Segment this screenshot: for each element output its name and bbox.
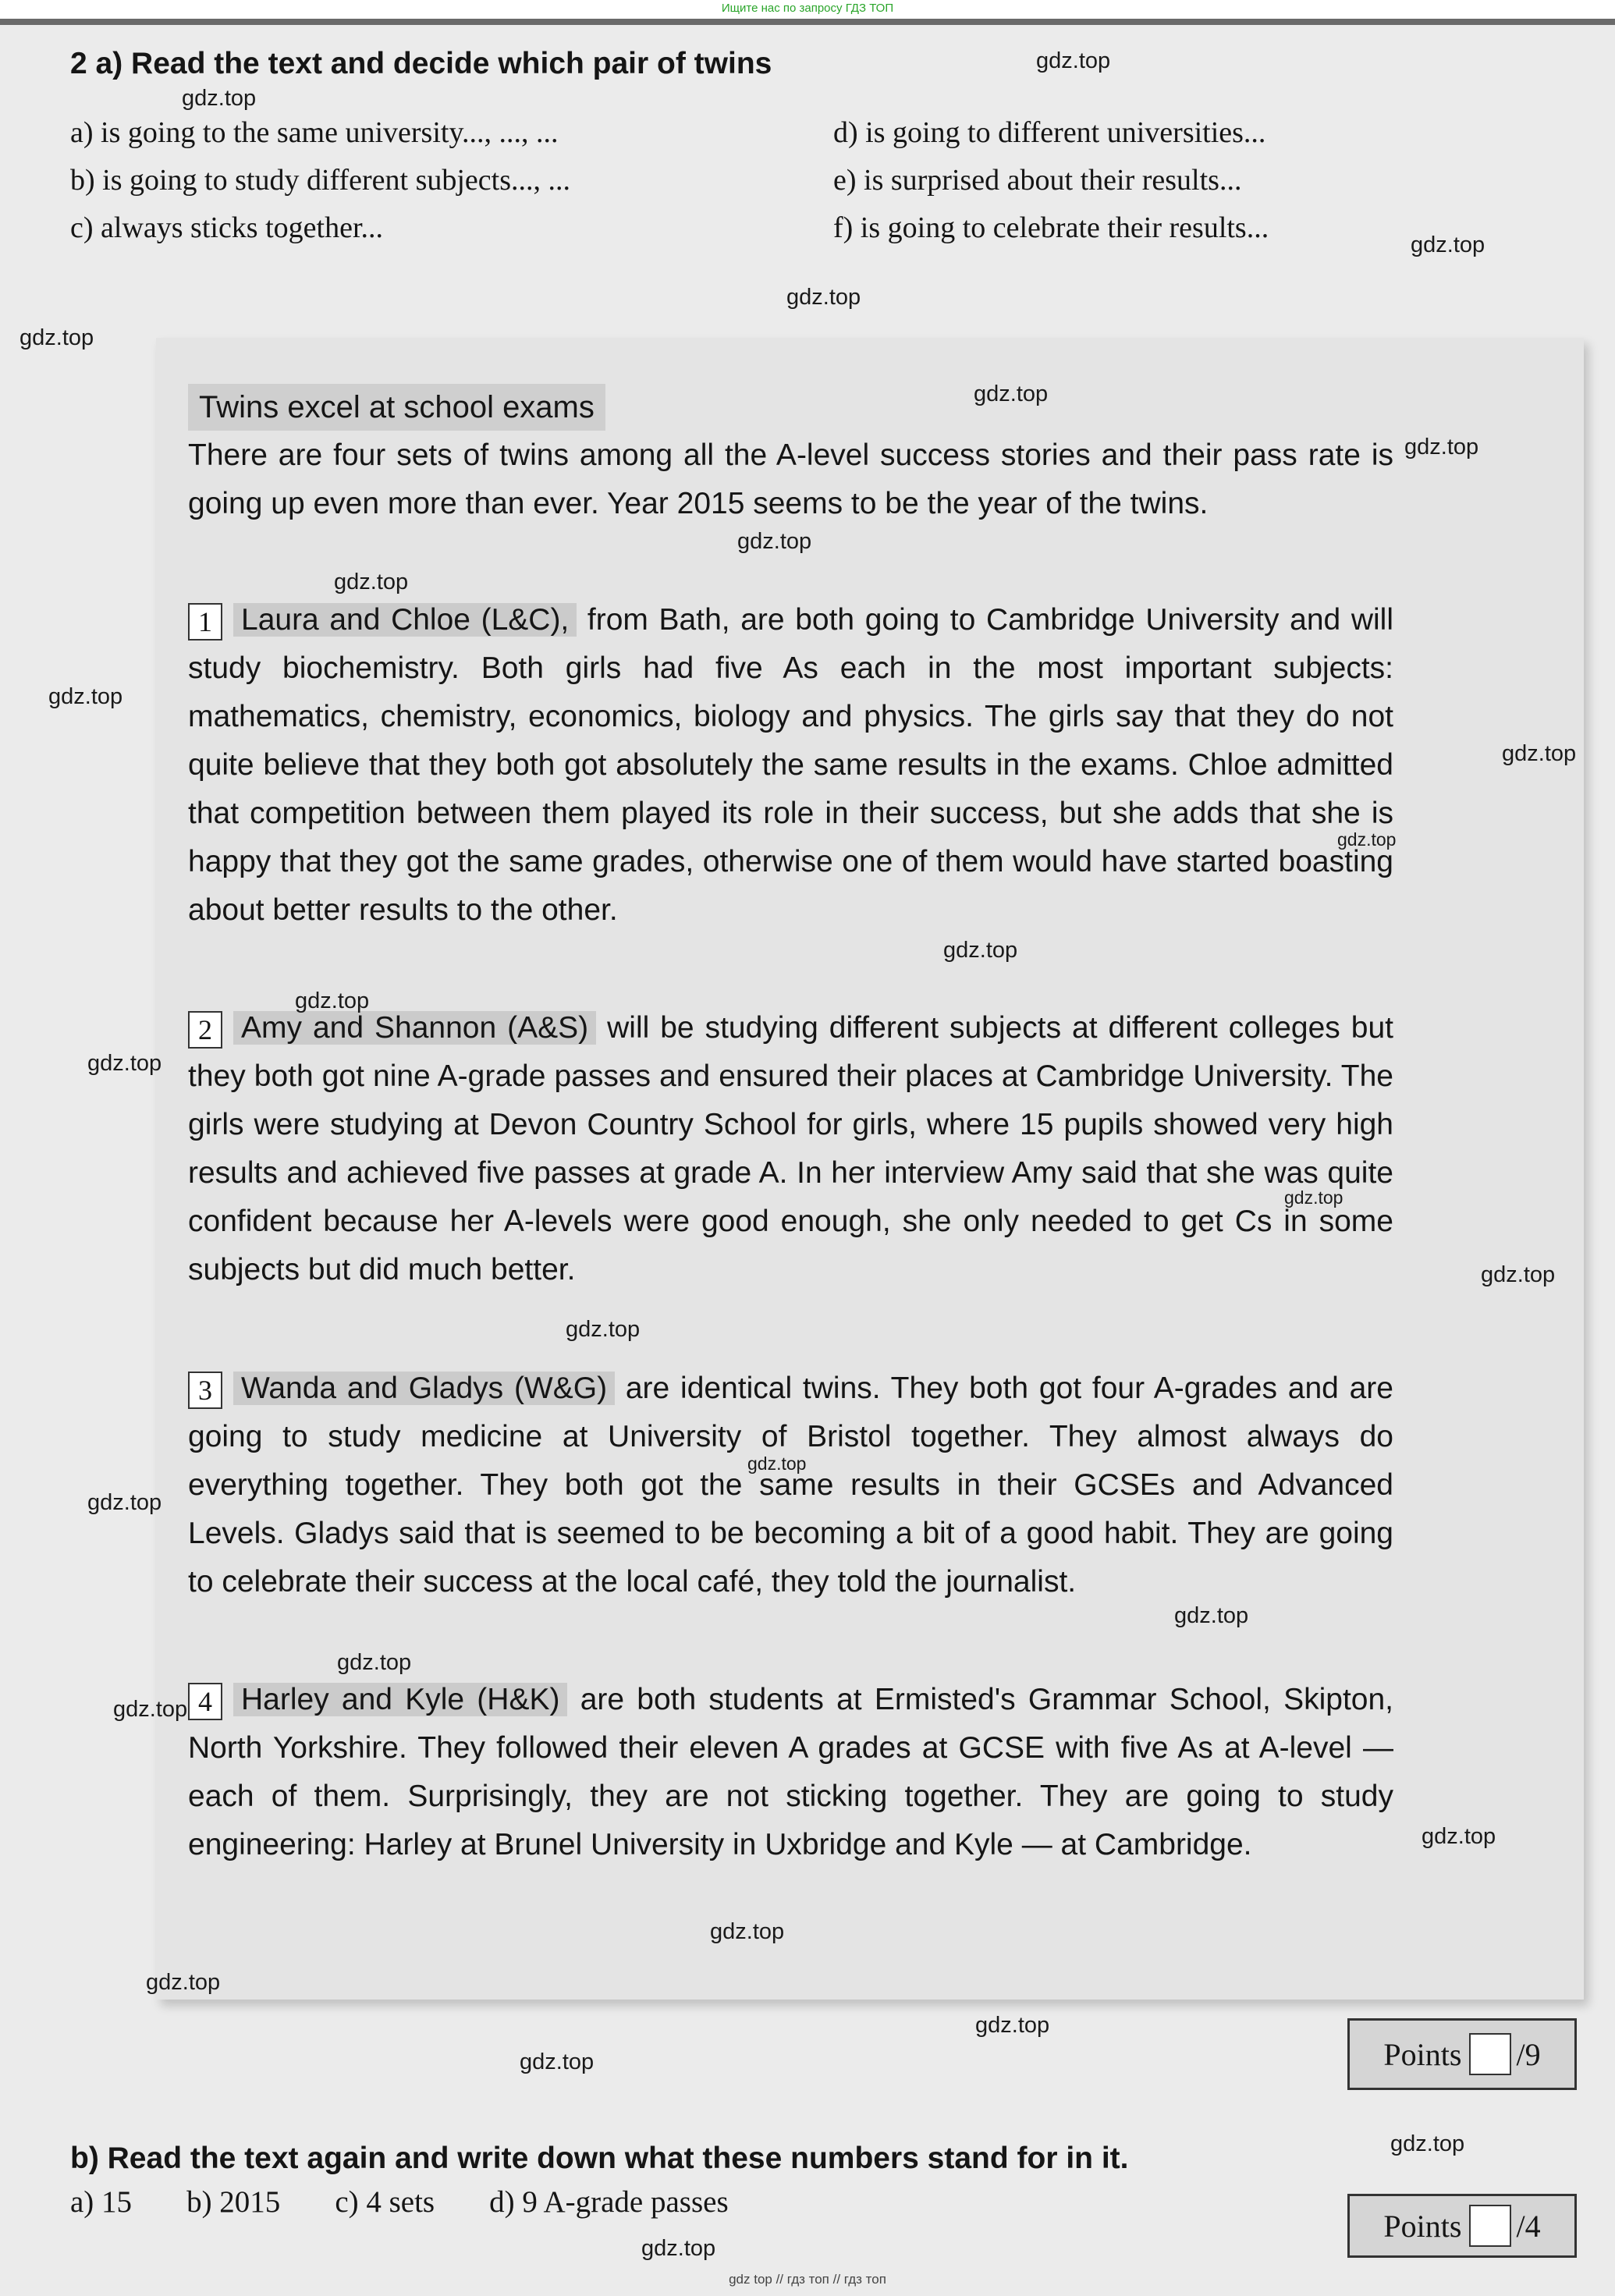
watermark: gdz.top: [337, 1650, 412, 1675]
option-e: e) is surprised about their results...: [833, 164, 1242, 197]
twins-names: Wanda and Gladys (W&G): [233, 1372, 615, 1405]
article-paragraph-1: [188, 596, 1393, 935]
points-input-box[interactable]: [1469, 2033, 1511, 2075]
twins-names: Amy and Shannon (A&S): [233, 1011, 596, 1045]
watermark: gdz.top: [182, 86, 257, 111]
item-c: c) 4 sets: [335, 2185, 435, 2219]
paragraph-number: 4: [188, 1683, 222, 1720]
watermark: gdz.top: [87, 1051, 162, 1076]
points-a: [1347, 2018, 1577, 2090]
paragraph-number: 3: [188, 1372, 222, 1409]
watermark: gdz.top: [710, 1919, 785, 1944]
watermark: gdz.top: [974, 381, 1049, 406]
article-title: Twins excel at school exams: [188, 384, 605, 431]
watermark: gdz.top: [1036, 48, 1111, 73]
watermark: gdz.top: [1390, 2131, 1465, 2156]
article-paragraph-3: [188, 1364, 1393, 1606]
article-intro: There are four sets of twins among all the A-level success stories and their pass rate is going up even more than ever. Year 2015 seems to be the year of the twins.: [188, 438, 1393, 520]
points-input-box[interactable]: [1469, 2205, 1511, 2247]
item-a: a) 15: [70, 2185, 133, 2219]
watermark: gdz.top: [1422, 1824, 1496, 1849]
watermark: gdz.top: [566, 1317, 641, 1342]
option-d: d) is going to different universities...: [833, 116, 1266, 149]
watermark: gdz.top: [1481, 1262, 1556, 1287]
watermark: gdz.top: [334, 570, 409, 594]
watermark: gdz.top: [48, 684, 123, 709]
points-label: Points: [1383, 2036, 1462, 2072]
task-b-heading: b) Read the text again and write down what these numbers stand for in it.: [70, 2142, 1129, 2175]
watermark: gdz.top: [975, 2013, 1050, 2038]
points-max: /9: [1516, 2036, 1541, 2072]
task-a-heading: 2 a) Read the text and decide which pair of twins: [70, 47, 772, 80]
article-paragraph-4: [188, 1676, 1393, 1869]
watermark: gdz.top: [295, 988, 370, 1013]
options-left: [70, 109, 811, 252]
points-label: Points: [1383, 2208, 1462, 2244]
watermark: gdz.top: [1502, 741, 1577, 766]
watermark: gdz.top: [1337, 829, 1397, 850]
watermark: gdz.top: [737, 529, 812, 554]
watermark: gdz.top: [146, 1970, 221, 1995]
watermark: gdz.top: [1174, 1603, 1249, 1628]
watermark: gdz.top: [1284, 1187, 1343, 1208]
watermark: gdz.top: [943, 938, 1018, 963]
options-right: [833, 109, 1574, 252]
twins-names: Harley and Kyle (H&K): [233, 1683, 567, 1716]
article-paragraph-2: [188, 1004, 1393, 1294]
watermark: gdz.top: [641, 2236, 716, 2261]
points-max: /4: [1516, 2208, 1541, 2244]
option-b: b) is going to study different subjects..., ...: [70, 164, 571, 197]
watermark: gdz.top: [747, 1453, 807, 1474]
option-a: a) is going to the same university..., ..., ...: [70, 116, 559, 149]
item-b: b) 2015: [186, 2185, 281, 2219]
option-c: c) always sticks together...: [70, 211, 384, 244]
footer: gdz top // гдз топ // гдз топ: [729, 2272, 886, 2287]
item-d: d) 9 A-grade passes: [489, 2185, 729, 2219]
watermark: gdz.top: [786, 285, 861, 310]
points-b: [1347, 2194, 1577, 2258]
watermark: gdz.top: [1404, 435, 1479, 460]
watermark: gdz.top: [20, 325, 94, 350]
paragraph-text: from Bath, are both going to Cambridge University and will study biochemistry. Both girls had five As each in the most important subjects: mathematics, chemistry, economics, biology and physics. The girls say that they do not quite believe that they both got absolutely the same results in the exams. Chloe admitted that competition between them played its role in their success, but she adds that she is happy that they got the same grades, otherwise one of them would have started boasting about better results to the other.: [188, 603, 1393, 927]
task-b-items: [70, 2184, 783, 2220]
paragraph-number: 2: [188, 1011, 222, 1049]
top-strip: [0, 19, 1615, 25]
watermark: gdz.top: [520, 2049, 595, 2074]
paragraph-number: 1: [188, 603, 222, 641]
watermark: gdz.top: [87, 1490, 162, 1515]
paragraph-text: will be studying different subjects at different colleges but they both got nine A-grade passes and ensured their places at Cambridge University. The girls were studying at Devon Country School for girls, where 15 pupils showed very high results and achieved five passes at grade A. In her interview Amy said that she was quite confident because her A-levels were good enough, she only needed to get Cs in some subjects but did much better.: [188, 1011, 1393, 1286]
option-f: f) is going to celebrate their results...: [833, 211, 1269, 244]
twins-names: Laura and Chloe (L&C),: [233, 603, 577, 637]
paragraph-text: are identical twins. They both got four A-grades and are going to study medicine at University of Bristol together. They almost always do everything together. They both got the same results in their GCSEs and Advanced Levels. Gladys said that is seemed to be becoming a bit of a good habit. They are going to celebrate their success at the local café, they told the journalist.: [188, 1372, 1393, 1599]
paragraph-text: are both students at Ermisted's Grammar School, Skipton, North Yorkshire. They followed their eleven A grades at GCSE with five As at A-level — each of them. Surprisingly, they are not sticking together. They are going to study engineering: Harley at Brunel University in Uxbridge and Kyle — at Cambridge.: [188, 1683, 1393, 1861]
top-banner: Ищите нас по запросу ГДЗ ТОП: [0, 0, 1615, 19]
watermark: gdz.top: [113, 1697, 188, 1722]
watermark: gdz.top: [1411, 232, 1485, 257]
